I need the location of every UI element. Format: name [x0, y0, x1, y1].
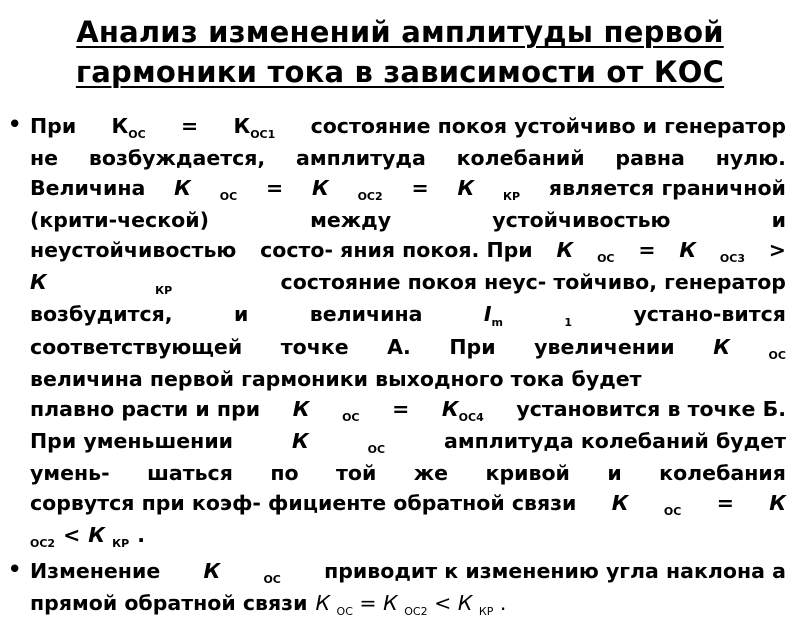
bullet-item-2 [8, 557, 786, 622]
bullet-item-1 [8, 112, 786, 554]
text-line: не возбуждается, амплитуда колебаний равна нулю. [30, 146, 786, 171]
text-line: неустойчивостью состо- яния покоя. При К ОС = К ОС3 > [30, 237, 786, 265]
text-line: К КР состояние покоя неус- тойчиво, генератор [30, 270, 786, 298]
title-line-1: Анализ изменений амплитуды первой [76, 15, 724, 49]
text-line: ОС2 < К $_{КР}$ . [30, 523, 146, 551]
bullet-marker: • [8, 556, 22, 581]
text-line: (крити-ческой) между устойчивостью и [30, 208, 786, 233]
inline-formula: К $_{ОС}$ = К $_{ОС2}$ < К $_{КР}$ . [315, 591, 507, 619]
text-line: умень- шаться по той же кривой и колебания [30, 461, 786, 486]
text-line: Изменение К ОС приводит к изменению угла наклона а [30, 558, 786, 586]
text-line: плавно расти и при К ОС = $К_{ОС4}$ установится в точке Б. [30, 396, 786, 424]
title-line-2: гармоники тока в зависимости от КОС [75, 55, 725, 89]
text-line: Величина К ОС = К ОС2 = К КР является граничной [30, 175, 786, 203]
bullet-list [8, 112, 786, 622]
text-line: При уменьшении К ОС амплитуда колебаний будет [30, 429, 786, 457]
slide-title [0, 12, 800, 92]
text-line: величина первой гармоники выходного тока будет [30, 367, 642, 392]
text-line: При $К_{ОС}$ = $К_{ОС1}$ состояние покоя устойчиво и генератор [30, 114, 786, 141]
text-line: прямой обратной связи К $_{ОС}$ = К $_{ОС2}$ < К $_{КР}$ . [30, 589, 786, 621]
bullet-marker: • [8, 112, 22, 136]
text-line: соответствующей точке А. При увеличении К ОС [30, 334, 786, 362]
text-line: сорвутся при коэф- фициенте обратной связи К ОС = К [30, 490, 786, 518]
text-line: возбудится, и величина $I_m$ 1 устано-вится [30, 302, 786, 330]
